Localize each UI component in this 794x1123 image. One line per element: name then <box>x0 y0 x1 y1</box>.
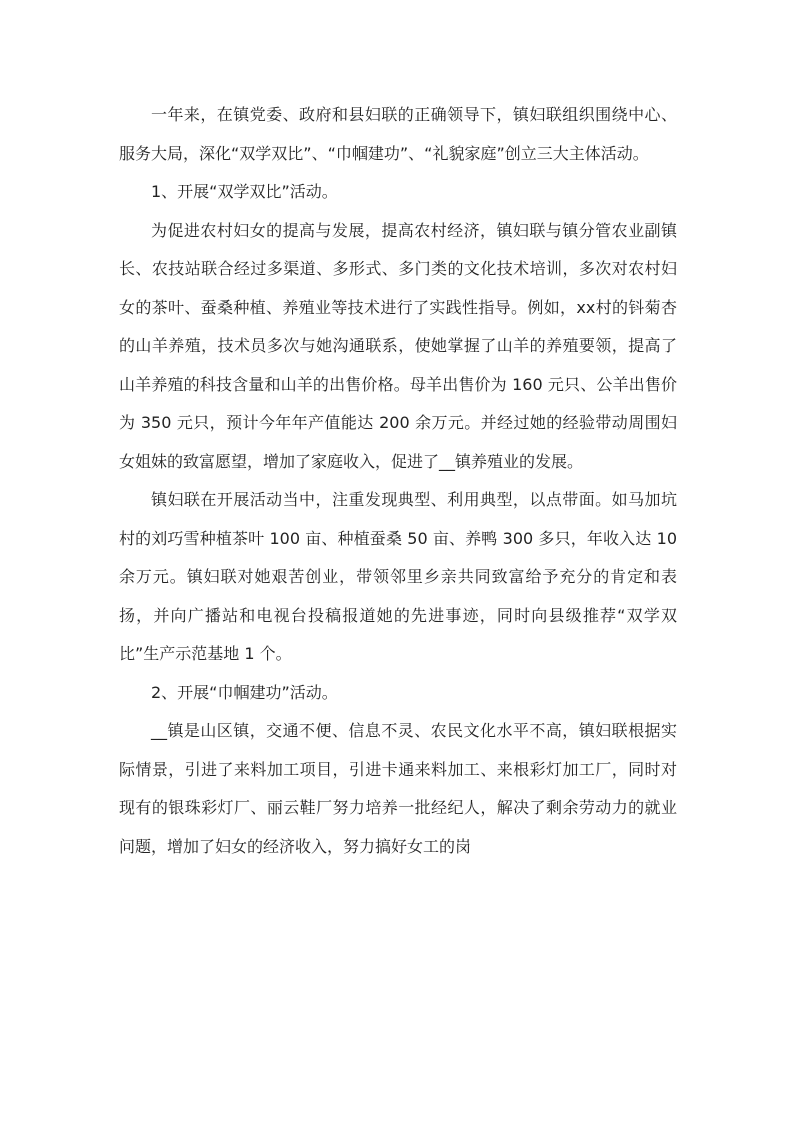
section-heading-1: 1、开展“双学双比”活动。 <box>151 182 338 201</box>
section-heading-2: 2、开展“巾帼建功”活动。 <box>151 682 338 702</box>
paragraph-typical-example: 镇妇联在开展活动当中，注重发现典型、利用典型，以点带面。如马加坑村的刘巧雪种植茶叶 100 亩、种植蚕桑 50 亩、养鸭 300 多只，年收入达 10 余万元。镇妇联对她艰苦创业，带领邻里乡亲共同致富给予充分的肯定和表扬，并向广播站和电视台投稿报道她的先进事迹，同时向县级推荐“双学双比”生产示范基地 1 个。 <box>119 490 677 663</box>
paragraph-training: 为促进农村妇女的提高与发展，提高农村经济，镇妇联与镇分管农业副镇长、农技站联合经过多渠道、多形式、多门类的文化技术培训，多次对农村妇女的茶叶、蚕桑种植、养殖业等技术进行了实践性指导。例如，xx村的钭菊杏的山羊养殖，技术员多次与她沟通联系，使她掌握了山羊的养殖要领，提高了山羊养殖的科技含量和山羊的出售价格。母羊出售价为 160 元只、公羊出售价为 350 元只，预计今年年产值能达 200 余万元。并经过她的经验带动周围妇女姐妹的致富愿望，增加了家庭收入，促进了__镇养殖业的发展。 <box>119 220 677 471</box>
paragraph-intro: 一年来，在镇党委、政府和县妇联的正确领导下，镇妇联组织围绕中心、服务大局，深化“双学双比”、“巾帼建功”、“礼貌家庭”创立三大主体活动。 <box>119 105 677 163</box>
paragraph-processing: __镇是山区镇，交通不便、信息不灵、农民文化水平不高，镇妇联根据实际情景，引进了来料加工项目，引进卡通来料加工、来根彩灯加工厂，同时对现有的银珠彩灯厂、丽云鞋厂努力培养一批经纪人，解决了剩余劳动力的就业问题，增加了妇女的经济收入，努力搞好女工的岗 <box>119 721 677 856</box>
document-body <box>119 96 677 866</box>
